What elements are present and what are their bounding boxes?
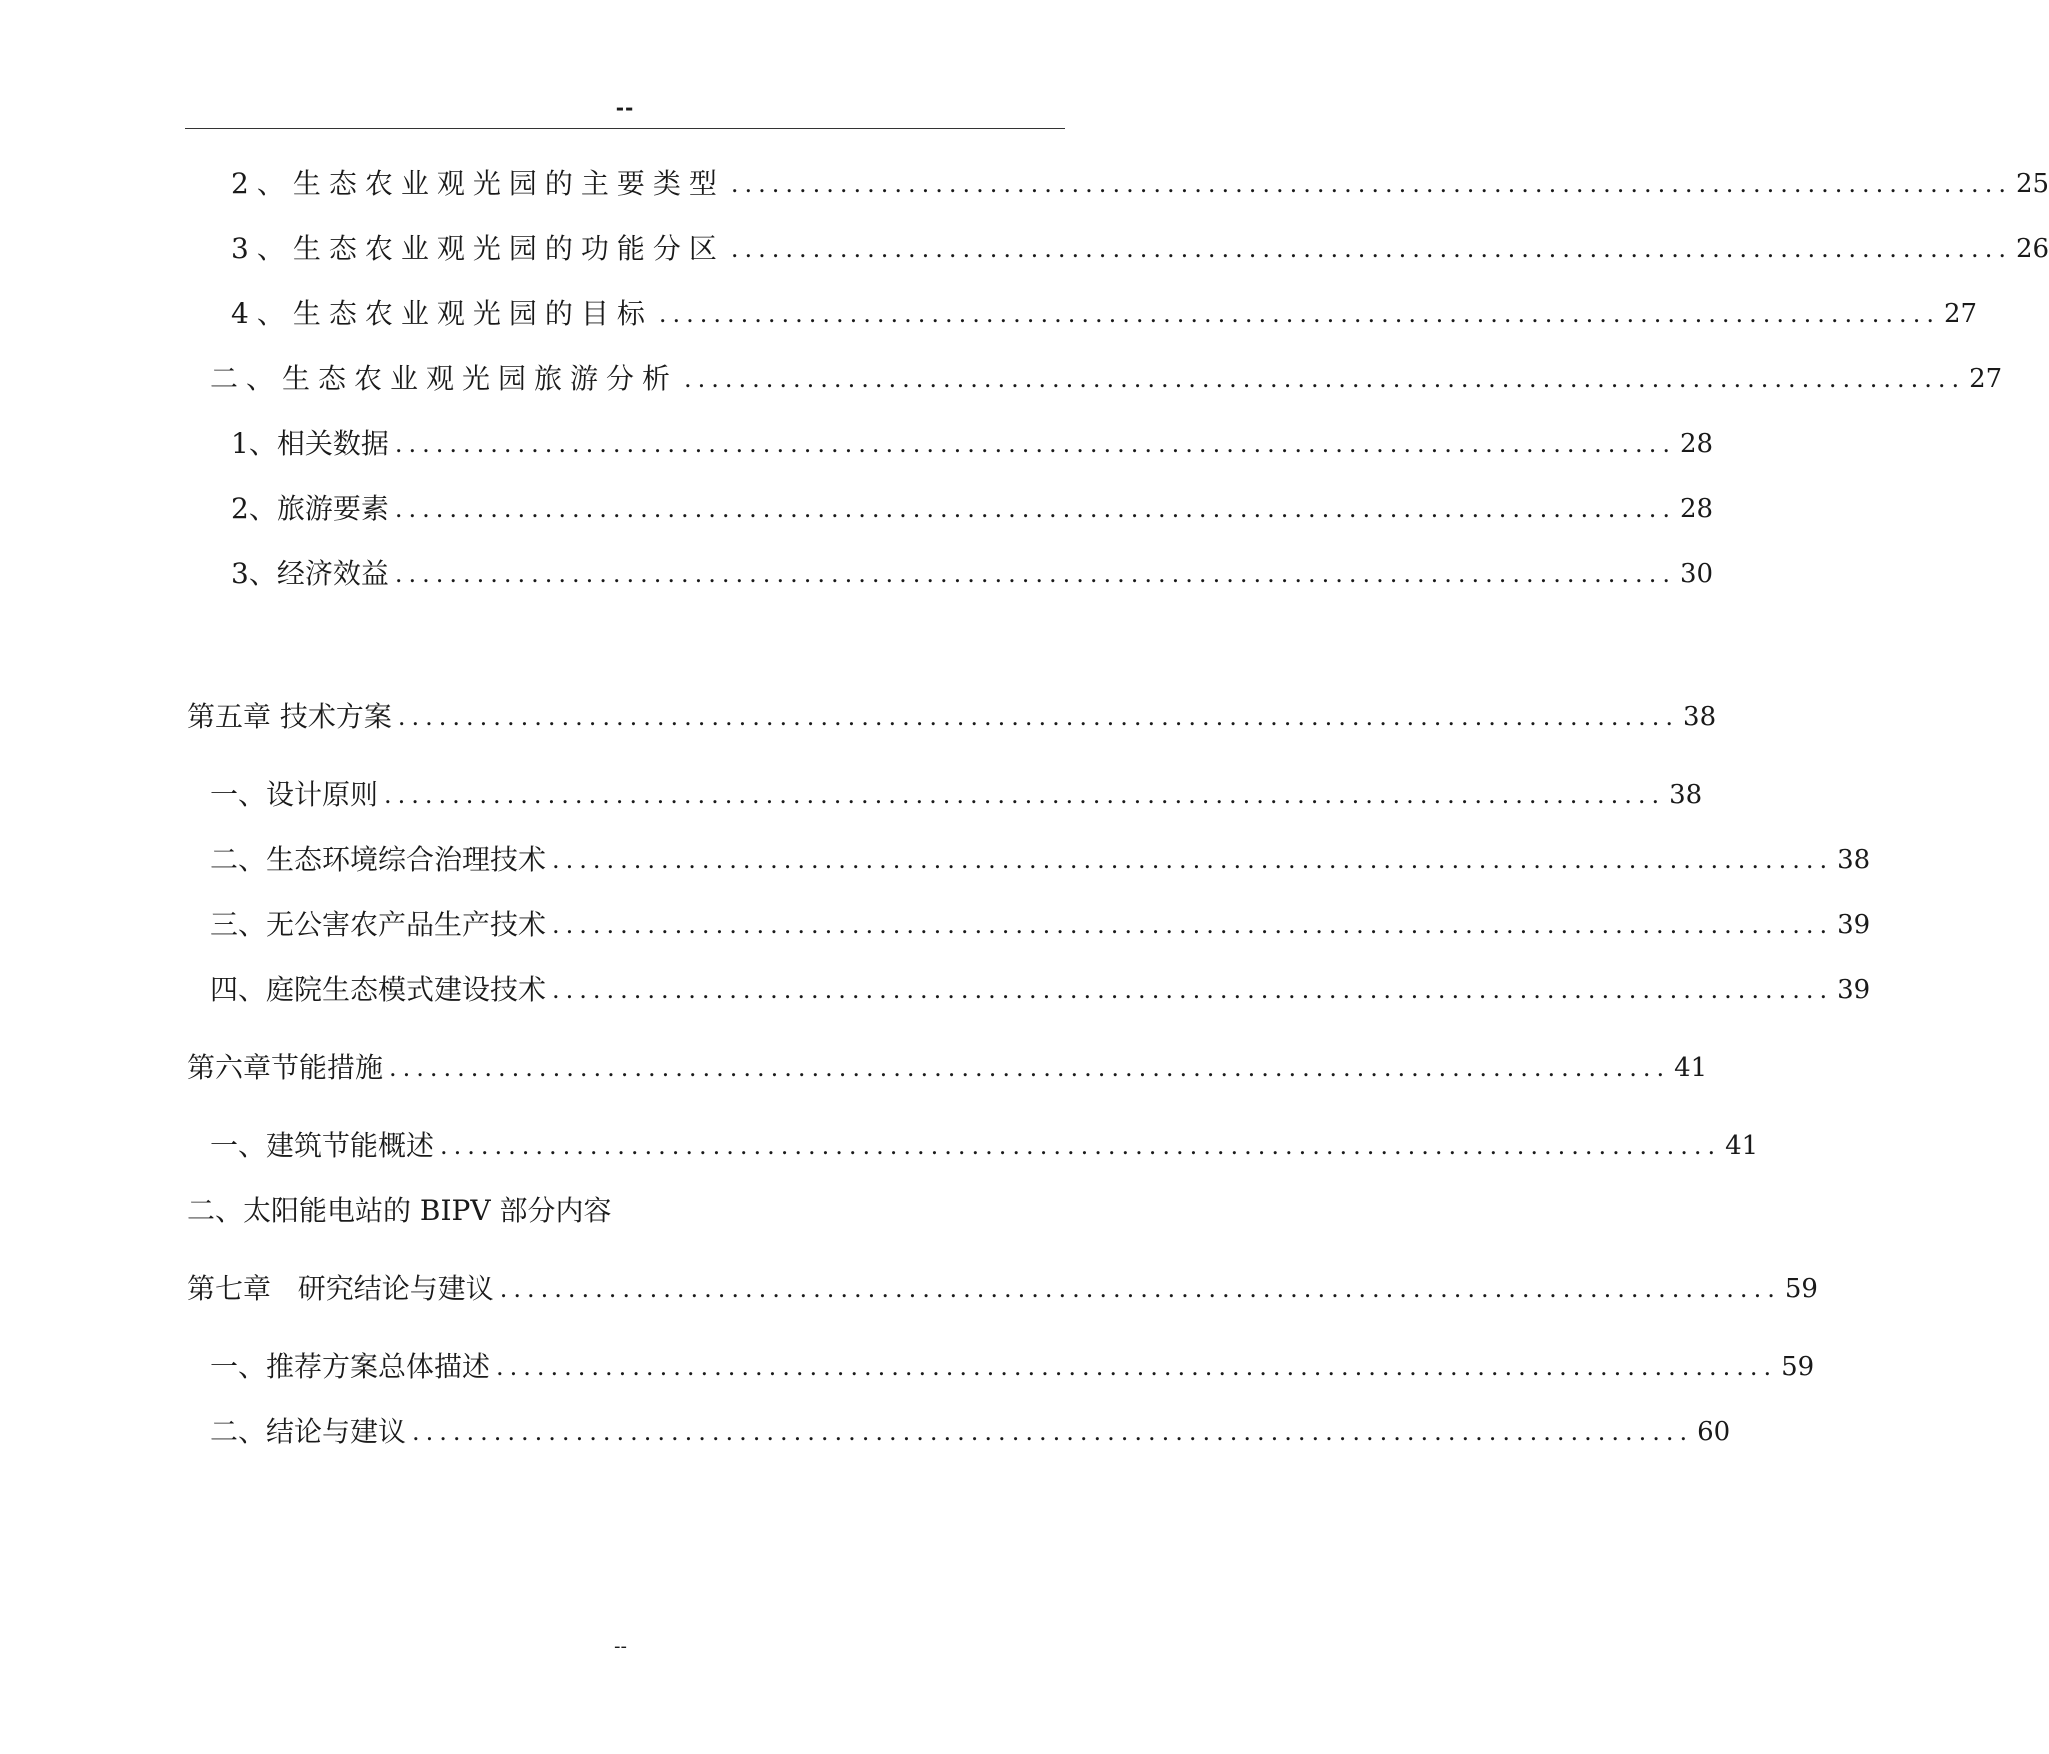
toc-leader-dots: .............................................................................................. [552, 976, 1834, 1004]
header-text: -- [615, 96, 635, 120]
toc-leader-dots: .............................................................................................. [499, 1275, 1781, 1303]
toc-entry[interactable] [210, 775, 1703, 815]
toc-leader-dots: .............................................................................................. [496, 1353, 1778, 1381]
toc-entry-page: 59 [1781, 1352, 1815, 1382]
toc-leader-dots: .............................................................................................. [440, 1132, 1722, 1160]
toc-entry-title: 一、设计原则 [210, 778, 379, 811]
toc-entry-title: 2、旅游要素 [231, 492, 389, 525]
toc-entry[interactable] [210, 1126, 1759, 1166]
toc-entry-title: 三、无公害农产品生产技术 [210, 908, 547, 941]
toc-entry-title: 第七章 研究结论与建议 [187, 1272, 494, 1305]
toc-entry[interactable] [231, 294, 1978, 334]
toc-entry-title: 1、相关数据 [231, 427, 389, 460]
toc-chapter-entry[interactable] [187, 697, 1717, 737]
toc-chapter-entry[interactable] [187, 1048, 1708, 1088]
toc-entry-page: 30 [1679, 559, 1714, 589]
toc-entry-page: 41 [1725, 1131, 1759, 1161]
toc-leader-dots: .............................................................................................. [730, 235, 2012, 263]
toc-leader-dots: .............................................................................................. [394, 430, 1676, 458]
toc-entry-page: 27 [1969, 364, 2003, 394]
toc-leader-dots: .............................................................................................. [552, 911, 1834, 939]
toc-entry[interactable] [187, 1191, 612, 1231]
toc-entry-title: 3、经济效益 [231, 557, 389, 590]
toc-entry-title: 一、建筑节能概述 [210, 1129, 435, 1162]
toc-entry-page: 38 [1837, 845, 1871, 875]
toc-chapter-entry[interactable] [187, 1269, 1818, 1309]
toc-entry-title: 一、推荐方案总体描述 [210, 1350, 491, 1383]
toc-entry-title: 4、生态农业观光园的目标 [231, 297, 653, 330]
toc-leader-dots: .............................................................................................. [412, 1418, 1694, 1446]
toc-entry-title: 第五章 技术方案 [187, 700, 392, 733]
toc-entry[interactable] [231, 554, 1714, 594]
toc-entry[interactable] [231, 229, 2049, 269]
toc-entry-title: 3、生态农业观光园的功能分区 [231, 232, 725, 265]
toc-leader-dots: .............................................................................................. [384, 781, 1666, 809]
toc-entry-page: 25 [2015, 169, 2049, 199]
toc-entry-title: 二、生态农业观光园旅游分析 [210, 362, 679, 395]
toc-leader-dots: .............................................................................................. [552, 846, 1834, 874]
toc-entry-title: 四、庭院生态模式建设技术 [210, 973, 547, 1006]
toc-leader-dots: .............................................................................................. [394, 560, 1676, 588]
toc-leader-dots: .............................................................................................. [730, 170, 2012, 198]
toc-entry[interactable] [210, 905, 1871, 945]
toc-entry-title: 二、太阳能电站的 BIPV 部分内容 [187, 1194, 612, 1227]
toc-entry[interactable] [210, 359, 2003, 399]
toc-entry-page: 59 [1784, 1274, 1818, 1304]
toc-entry-page: 28 [1679, 494, 1714, 524]
toc-entry-title: 第六章节能措施 [187, 1051, 384, 1084]
toc-leader-dots: .............................................................................................. [394, 495, 1676, 523]
toc-entry[interactable] [231, 489, 1714, 529]
toc-entry-title: 2、生态农业观光园的主要类型 [231, 167, 725, 200]
toc-entry-page: 26 [2015, 234, 2049, 264]
toc-entry[interactable] [231, 164, 2049, 204]
page-footer: -- [614, 1636, 627, 1657]
toc-entry-page: 38 [1669, 780, 1703, 810]
toc-entry-page: 38 [1683, 702, 1717, 732]
toc-leader-dots: .............................................................................................. [389, 1054, 1671, 1082]
toc-entry-page: 39 [1837, 975, 1871, 1005]
toc-leader-dots: .............................................................................................. [658, 300, 1940, 328]
toc-leader-dots: .............................................................................................. [397, 703, 1680, 731]
page-header [185, 92, 1065, 129]
toc-entry[interactable] [210, 1412, 1731, 1452]
toc-entry-page: 41 [1674, 1053, 1708, 1083]
toc-leader-dots: .............................................................................................. [684, 365, 1966, 393]
toc-entry-page: 28 [1679, 429, 1714, 459]
toc-entry[interactable] [210, 1347, 1815, 1387]
toc-entry[interactable] [210, 970, 1871, 1010]
toc-entry-title: 二、结论与建议 [210, 1415, 407, 1448]
toc-entry[interactable] [231, 424, 1714, 464]
toc-entry[interactable] [210, 840, 1871, 880]
toc-entry-title: 二、生态环境综合治理技术 [210, 843, 547, 876]
toc-entry-page: 39 [1837, 910, 1871, 940]
toc-entry-page: 60 [1697, 1417, 1731, 1447]
toc-entry-page: 27 [1943, 299, 1978, 329]
